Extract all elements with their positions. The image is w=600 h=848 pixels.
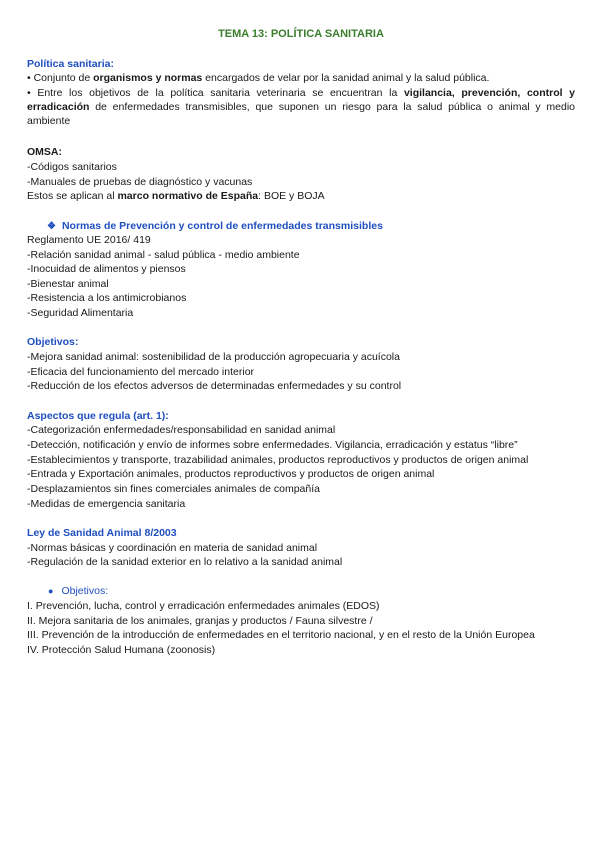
ley-sub-item: I. Prevención, lucha, control y erradicación enfermedades animales (EDOS) bbox=[27, 600, 380, 612]
objetivos-heading: Objetivos: bbox=[27, 336, 79, 348]
aspectos-item: -Entrada y Exportación animales, productos reproductivos y productos de origen animal bbox=[27, 468, 435, 480]
normas-heading-text: Normas de Prevención y control de enfermedades transmisibles bbox=[61, 220, 383, 232]
omsa-item-1: -Códigos sanitarios bbox=[27, 161, 117, 173]
ley-sub-heading-text: Objetivos: bbox=[61, 585, 109, 597]
ley-item: -Normas básicas y coordinación en materia de sanidad animal bbox=[27, 542, 318, 554]
politica-heading: Política sanitaria: bbox=[27, 58, 114, 70]
omsa-l3-post: : BOE y BOJA bbox=[258, 190, 325, 202]
politica-b2-pre: • Entre los objetivos de la política sanitaria veterinaria se encuentran la bbox=[27, 87, 404, 99]
omsa-heading: OMSA: bbox=[27, 146, 62, 158]
omsa-l3-bold: marco normativo de España bbox=[117, 190, 259, 202]
politica-b2-post: de enfermedades transmisibles, que suponen un riesgo para la salud pública o animal y medio ambiente bbox=[27, 101, 575, 127]
normas-item: -Bienestar animal bbox=[27, 278, 109, 290]
omsa-l3-pre: Estos se aplican al bbox=[27, 190, 118, 202]
normas-item: -Inocuidad de alimentos y piensos bbox=[27, 263, 186, 275]
politica-bullet-2 bbox=[27, 86, 575, 128]
omsa-item-2: -Manuales de pruebas de diagnóstico y vacunas bbox=[27, 176, 253, 188]
aspectos-item: -Detección, notificación y envío de informes sobre enfermedades. Vigilancia, erradicación y estatus “libre” bbox=[27, 439, 518, 451]
page-title: TEMA 13: POLÍTICA SANITARIA bbox=[218, 28, 384, 40]
bullet-dot-icon: ● bbox=[48, 586, 54, 596]
politica-b2-bold: vigilancia, prevención, control y erradicación bbox=[27, 87, 575, 113]
politica-b1-bold: organismos y normas bbox=[93, 72, 203, 84]
ley-sub-item: III. Prevención de la introducción de enfermedades en el territorio nacional, y en el resto de la Unión Europea bbox=[27, 629, 535, 641]
omsa-item-3 bbox=[27, 189, 325, 203]
normas-heading bbox=[47, 219, 383, 234]
aspectos-item: -Establecimientos y transporte, trazabilidad animales, productos reproductivos y productos de origen animal bbox=[27, 454, 529, 466]
ley-heading: Ley de Sanidad Animal 8/2003 bbox=[27, 527, 177, 539]
normas-item: Reglamento UE 2016/ 419 bbox=[27, 234, 151, 246]
ley-sub-heading bbox=[48, 584, 108, 598]
aspectos-item: -Categorización enfermedades/responsabilidad en sanidad animal bbox=[27, 424, 336, 436]
aspectos-heading: Aspectos que regula (art. 1): bbox=[27, 410, 169, 422]
politica-bullet-1 bbox=[27, 71, 489, 85]
ley-sub-item: II. Mejora sanitaria de los animales, granjas y productos / Fauna silvestre / bbox=[27, 615, 373, 627]
diamond-bullet-icon: ❖ bbox=[47, 221, 56, 232]
objetivos-item: -Mejora sanidad animal: sostenibilidad de la producción agropecuaria y acuícola bbox=[27, 351, 400, 363]
aspectos-item: -Desplazamientos sin fines comerciales animales de compañía bbox=[27, 483, 320, 495]
normas-item: -Seguridad Alimentaria bbox=[27, 307, 134, 319]
aspectos-item: -Medidas de emergencia sanitaria bbox=[27, 498, 186, 510]
ley-item: -Regulación de la sanidad exterior en lo relativo a la sanidad animal bbox=[27, 556, 343, 568]
politica-b1-post: encargados de velar por la sanidad animal y la salud pública. bbox=[202, 72, 490, 84]
politica-b1-pre: • Conjunto de bbox=[27, 72, 94, 84]
ley-sub-item: IV. Protección Salud Humana (zoonosis) bbox=[27, 644, 216, 656]
normas-item: -Relación sanidad animal - salud pública - medio ambiente bbox=[27, 249, 300, 261]
normas-item: -Resistencia a los antimicrobianos bbox=[27, 292, 187, 304]
objetivos-item: -Reducción de los efectos adversos de determinadas enfermedades y su control bbox=[27, 380, 402, 392]
objetivos-item: -Eficacia del funcionamiento del mercado interior bbox=[27, 366, 255, 378]
